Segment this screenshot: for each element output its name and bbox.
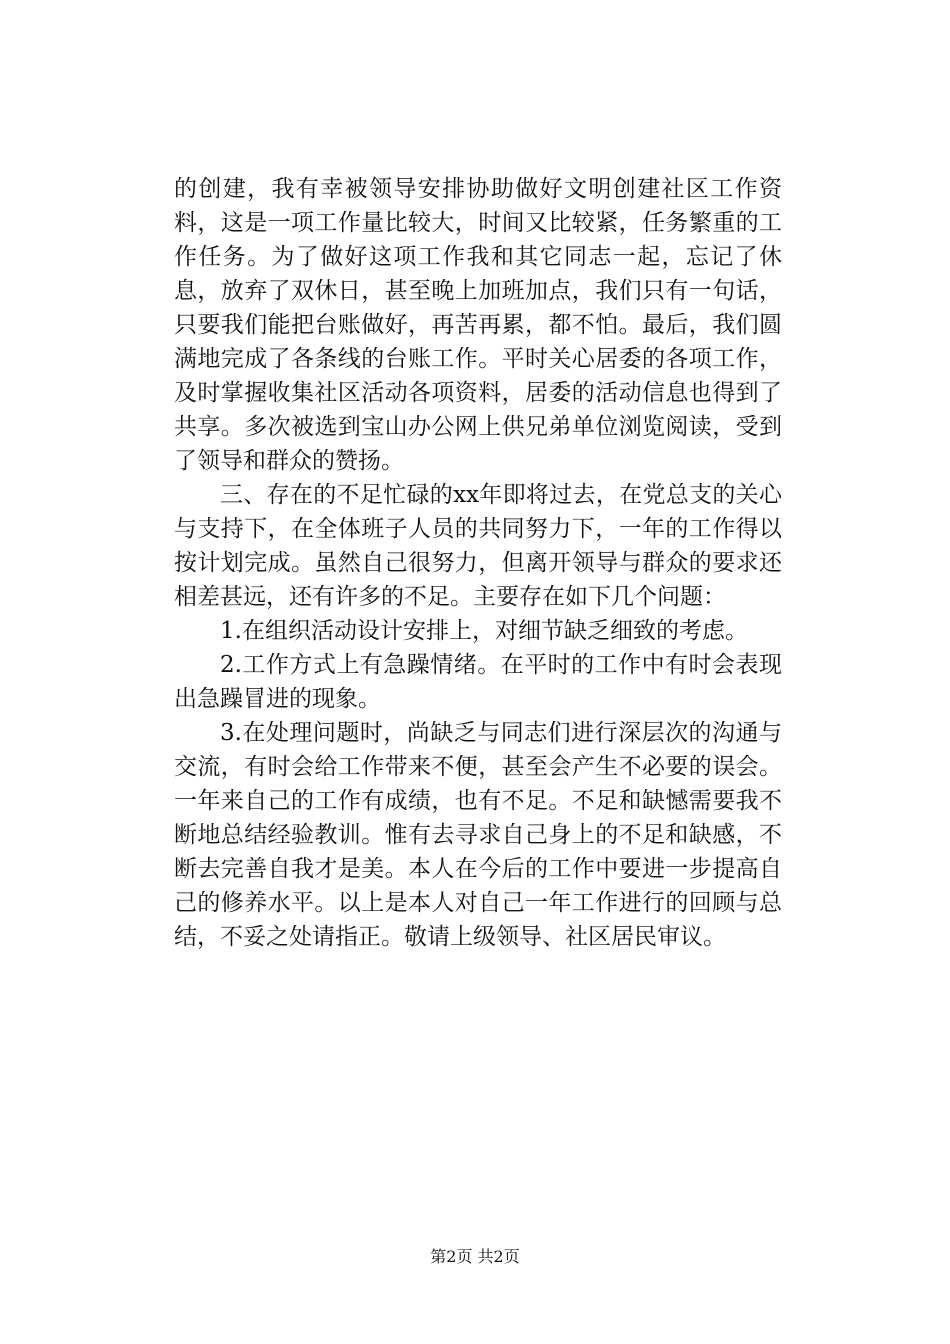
paragraph-1: 的创建，我有幸被领导安排协助做好文明创建社区工作资料，这是一项工作量比较大，时间又比较紧，任务繁重的工作任务。为了做好这项工作我和其它同志一起，忘记了休息，放弃了双休日，甚至晚上加班加点，我们只有一句话，只要我们能把台账做好，再苦再累，都不怕。最后，我们圆满地完成了各条线的台账工作。平时关心居委的各项工作，及时掌握收集社区活动各项资料，居委的活动信息也得到了共享。多次被选到宝山办公网上供兄弟单位浏览阅读，受到了领导和群众的赞扬。 bbox=[174, 176, 782, 474]
page-footer: 第2页 共2页 bbox=[430, 1247, 520, 1266]
paragraph-5: 3.在处理问题时，尚缺乏与同志们进行深层次的沟通与交流，有时会给工作带来不便，甚至会产生不必要的误会。一年来自己的工作有成绩，也有不足。不足和缺憾需要我不断地总结经验教训。惟有去寻求自己身上的不足和缺感，不断去完善自我才是美。本人在今后的工作中要进一步提高自己的修养水平。以上是本人对自己一年工作进行的回顾与总结，不妥之处请指正。敬请上级领导、社区居民审议。 bbox=[174, 720, 782, 950]
paragraph-2: 三、存在的不足忙碌的xx年即将过去，在党总支的关心与支持下，在全体班子人员的共同努力下，一年的工作得以按计划完成。虽然自己很努力，但离开领导与群众的要求还相差甚远，还有许多的不足。主要存在如下几个问题： bbox=[174, 482, 782, 610]
paragraph-4: 2.工作方式上有急躁情绪。在平时的工作中有时会表现出急躁冒进的现象。 bbox=[174, 652, 782, 712]
paragraph-3: 1.在组织活动设计安排上，对细节缺乏细致的考虑。 bbox=[220, 618, 748, 644]
document-body bbox=[174, 172, 782, 954]
